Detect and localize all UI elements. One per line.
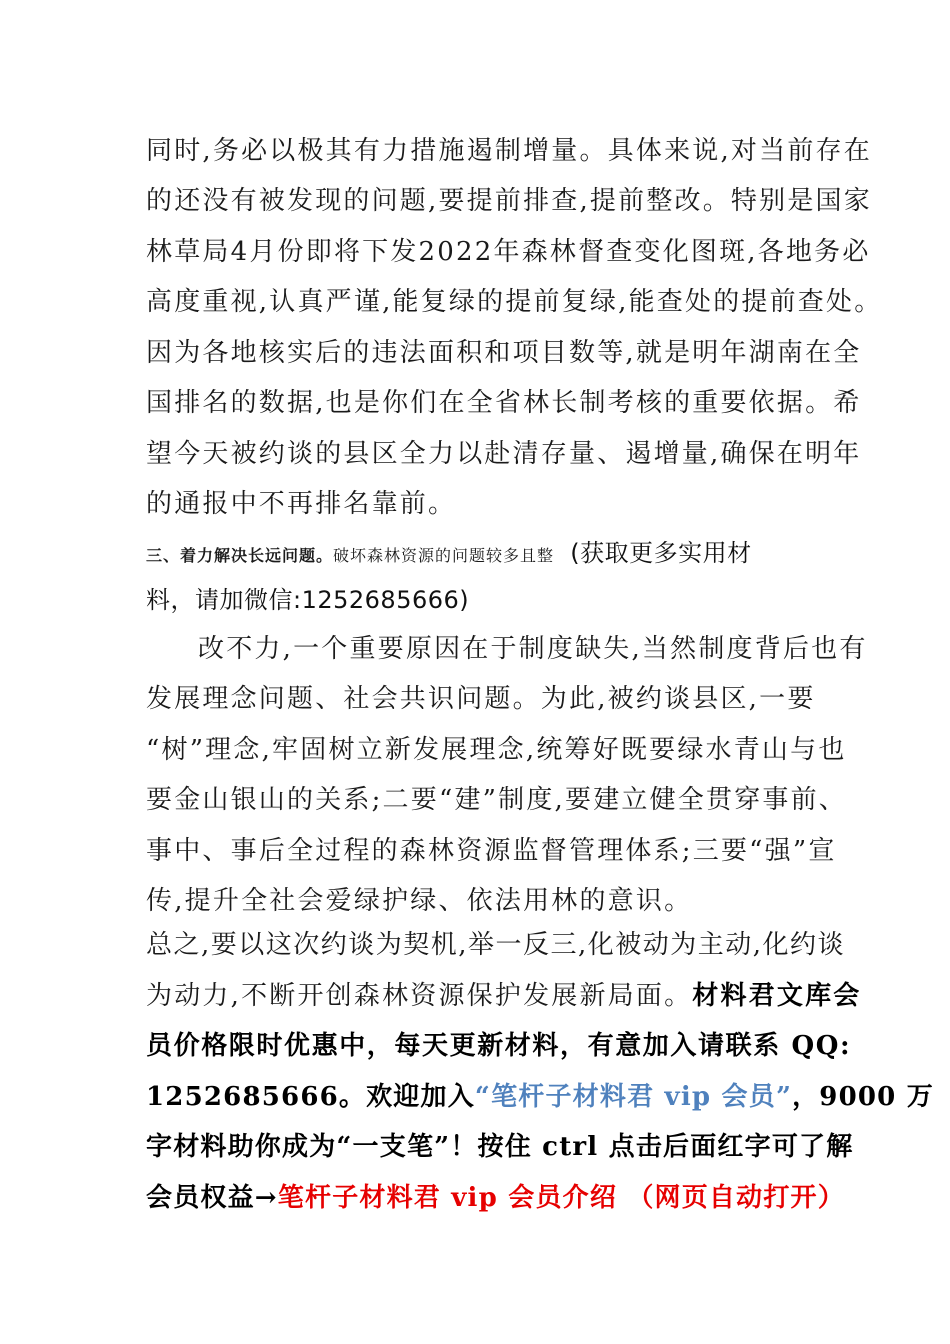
promo-line	[146, 1178, 845, 1218]
vip-intro-link[interactable]: 笔杆子材料君 vip 会员介绍 （网页自动打开）	[277, 1183, 845, 1213]
paragraph-line: 改不力,一个重要原因在于制度缺失,当然制度背后也有	[198, 634, 868, 664]
section-heading: 三、着力解决长远问题。	[146, 546, 334, 565]
paragraph-line: 事中、事后全过程的森林资源监督管理体系;三要“强”宣	[146, 836, 837, 866]
conclusion-text: 为动力,不断开创森林资源保护发展新局面。	[146, 981, 693, 1011]
section-heading-tail: 破坏森林资源的问题较多且整	[333, 546, 555, 565]
promo-text: 会员权益→	[146, 1183, 278, 1213]
vip-member-link[interactable]: “笔杆子材料君 vip 会员”	[474, 1082, 793, 1112]
promo-text: ，9000 万	[792, 1082, 934, 1112]
paragraph-line: “树”理念,牢固树立新发展理念,统筹好既要绿水青山与也	[146, 735, 847, 765]
paragraph-line: 望今天被约谈的县区全力以赴清存量、遏增量,确保在明年	[146, 439, 862, 469]
paragraph-line	[146, 976, 861, 1016]
paragraph-line: 传,提升全社会爱绿护绿、依法用林的意识。	[146, 886, 693, 916]
wechat-note-cont: 料，请加微信:1252685666)	[146, 586, 470, 614]
promo-text: 材料君文库会	[692, 981, 862, 1011]
section-heading-line	[146, 533, 752, 573]
promo-line: 员价格限时优惠中，每天更新材料，有意加入请联系 QQ:	[146, 1031, 852, 1061]
paragraph-line: 总之,要以这次约谈为契机,举一反三,化被动为主动,化约谈	[146, 930, 846, 960]
paragraph-line: 同时,务必以极其有力措施遏制增量。具体来说,对当前存在	[146, 136, 872, 166]
promo-line	[146, 1077, 934, 1117]
paragraph-line: 林草局4月份即将下发2022年森林督查变化图斑,各地务必	[146, 237, 871, 267]
paragraph-line: 的还没有被发现的问题,要提前排查,提前整改。特别是国家	[146, 186, 872, 216]
paragraph-line: 发展理念问题、社会共识问题。为此,被约谈县区,一要	[146, 684, 816, 714]
promo-line: 字材料助你成为“一支笔”！按住 ctrl 点击后面红字可了解	[146, 1132, 854, 1162]
paragraph-line: 国排名的数据,也是你们在全省林长制考核的重要依据。希	[146, 388, 862, 418]
paragraph-line: 因为各地核实后的违法面积和项目数等,就是明年湖南在全	[146, 338, 862, 368]
paragraph-line: 的通报中不再排名靠前。	[146, 489, 457, 519]
wechat-note: (获取更多实用材	[570, 539, 752, 567]
paragraph-line: 高度重视,认真严谨,能复绿的提前复绿,能查处的提前查处。	[146, 287, 883, 317]
paragraph-line: 要金山银山的关系;二要“建”制度,要建立健全贯穿事前、	[146, 785, 848, 815]
promo-text: 1252685666。欢迎加入	[146, 1082, 475, 1112]
